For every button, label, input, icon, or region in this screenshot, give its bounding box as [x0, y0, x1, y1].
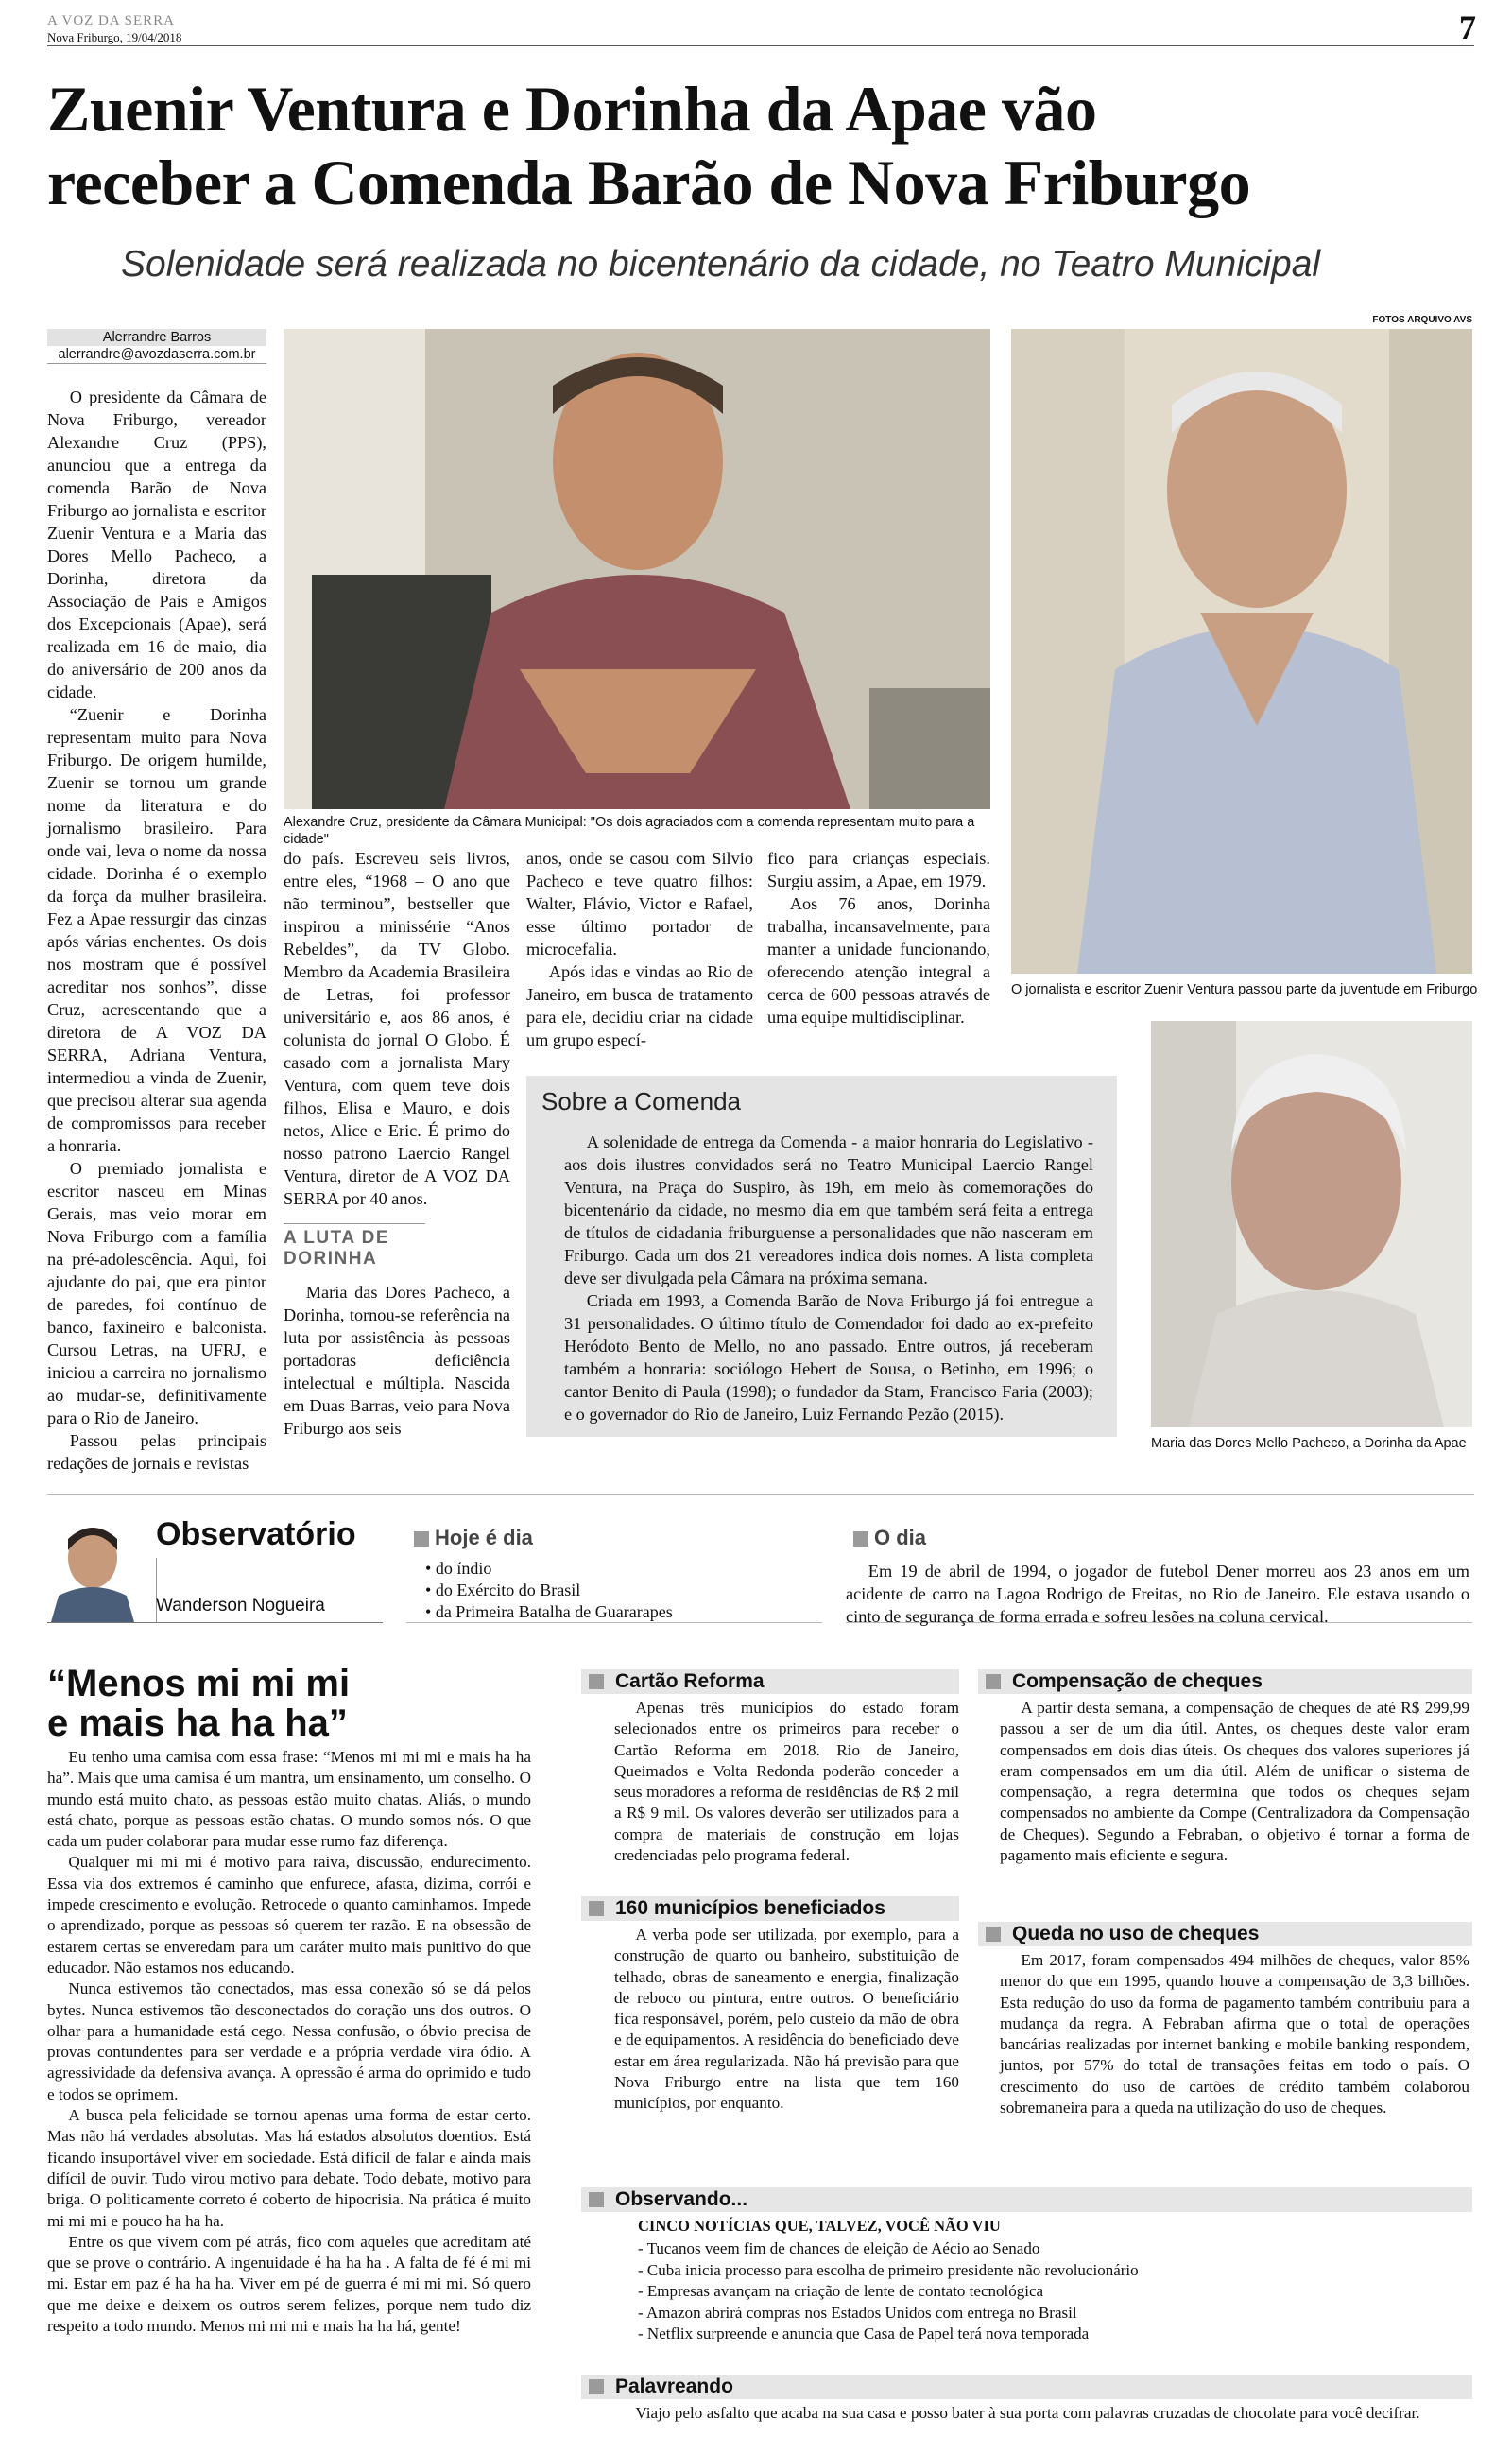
list-item: - Amazon abrirá compras nos Estados Unidos com entrega no Brasil: [638, 2303, 1077, 2322]
article-column-1: [47, 386, 266, 1475]
paragraph: anos, onde se casou com Silvio Pacheco e teve quatro filhos: Walter, Flávio, Victor e Rafael, esse último portador de microcefalia.: [526, 849, 753, 959]
list-item: - Netflix surpreende e anuncia que Casa de Papel terá nova temporada: [638, 2324, 1090, 2342]
box-sobre-a-comenda: [526, 1076, 1117, 1437]
list-item: - Empresas avançam na criação de lente de contato tecnológica: [638, 2282, 1044, 2300]
article-column-2: [284, 847, 510, 1440]
section-divider: [47, 1494, 1474, 1495]
page-number: 7: [1459, 9, 1476, 46]
date-line: Nova Friburgo, 19/04/2018: [47, 30, 182, 44]
caption-main-photo: Alexandre Cruz, presidente da Câmara Municipal: "Os dois agraciados com a comenda representam muito para a cidade": [284, 815, 975, 847]
list-item: • do Exército do Brasil: [425, 1581, 581, 1599]
hoje-e-dia-section: [406, 1524, 822, 1623]
opinion-body: [47, 1747, 531, 2337]
hoje-list: [425, 1558, 673, 1623]
byline-name: Alerrandre Barros: [47, 329, 266, 346]
observando-subtitle: CINCO NOTÍCIAS QUE, TALVEZ, VOCÊ NÃO VIU: [638, 2217, 1001, 2235]
compensacao-header: [978, 1669, 1472, 1694]
section-title: Observando...: [615, 2188, 748, 2210]
cartao-reforma-text: Apenas três municípios do estado foram selecionados entre os primeiros para receber o Cartão Reforma em 2018. Rio de Janeiro, Queimados e Volta Redonda poderão conceder a seus moradores a reforma de residências de R$ 2 mil a R$ 9 mil. Os valores deverão ser utilizados para a compra de materiais de construção em lojas credenciadas pelo programa federal.: [614, 1699, 959, 1865]
subhead-luta-de-dorinha: A LUTA DE DORINHA: [284, 1223, 425, 1270]
paragraph: Entre os que vivem com pé atrás, fico com aqueles que acreditam até que se prove o contrário. A ingenuidade é ha ha ha . A falta de fé é mi mi mi. Estar em paz é ha ha ha. Viver em pé de guerra é mi mi mi. Só quero que me deixe e deixem os outros serem felizes, porque nem tudo diz respeito a todo mundo. Menos mi mi mi e mais ha ha há, gente!: [47, 2232, 531, 2336]
observando-list: [638, 2238, 1139, 2345]
list-item: - Tucanos veem fim de chances de eleição de Aécio ao Senado: [638, 2239, 1040, 2257]
column-title-observatorio: Observatório: [156, 1516, 356, 1552]
paragraph: Criada em 1993, a Comenda Barão de Nova Friburgo já foi entregue a 31 personalidades. O último título de Comendador foi dado ao ex-prefeito Heródoto Bento de Mello, no ano passado. Entre outros, já receberam também a honraria: sociólogo Hebert de Sousa, o Betinho, em 1996; o cantor Benito di Paula (1998); o fundador da Stam, Francisco Faria (2003); e o governador do Rio de Janeiro, Luiz Fernando Pezão (2015).: [564, 1291, 1093, 1424]
opinion-title-line-1: “Menos mi mi mi: [47, 1663, 351, 1704]
section-title: Cartão Reforma: [615, 1670, 765, 1692]
section-title: Queda no uso de cheques: [1012, 1923, 1260, 1944]
palavreando-text: Viajo pelo asfalto que acaba na sua casa e posso bater à sua porta com palavras cruzadas de chocolate para você decifrar.: [635, 2404, 1420, 2422]
municipios-header: [581, 1896, 959, 1921]
section-marker-icon: [853, 1531, 868, 1547]
paragraph: Após idas e vindas ao Rio de Janeiro, em busca de tratamento para ele, decidiu criar na cidade um grupo especí-: [526, 962, 753, 1049]
author-name: Wanderson Nogueira: [156, 1596, 325, 1616]
paragraph: O presidente da Câmara de Nova Friburgo, vereador Alexandre Cruz (PPS), anunciou que a entrega da comenda Barão de Nova Friburgo ao jornalista e escritor Zuenir Ventura e a Maria das Dores Mello Pacheco, a Dorinha, diretora da Associação de Pais e Amigos dos Excepcionais (Apae), será realizada em 16 de maio, dia do aniversário de 200 anos da cidade.: [47, 388, 266, 701]
list-item: • do índio: [425, 1559, 492, 1578]
opinion-title-line-2: e mais ha ha ha”: [47, 1702, 348, 1744]
paragraph: Aos 76 anos, Dorinha trabalha, incansavelmente, para manter a unidade funcionando, oferecendo atenção integral a cerca de 600 pessoas através de uma equipe multidisciplinar.: [767, 894, 990, 1027]
article-column-4: [767, 847, 990, 1028]
author-underline: [47, 1622, 383, 1623]
compensacao-text: A partir desta semana, a compensação de cheques de até R$ 299,99 passou a ser de um dia útil. Antes, os cheques deste valor eram compensados em dois dias úteis. Os cheques dos valores superiores já eram compensados em um dia útil. Além de unificar o sistema de compensação, a regra determina que todos os cheques sejam compensados no ambiente da Compe (Centralizadora da Compensação de Cheques). Segundo a Febraban, o objetivo é tornar a forma de pagamento mais eficiente e segura.: [1000, 1699, 1469, 1865]
photo-dorinha: [1151, 1021, 1472, 1427]
section-marker-icon: [414, 1531, 429, 1547]
subheadline: Solenidade será realizada no bicentenário da cidade, no Teatro Municipal: [121, 244, 1321, 285]
opinion-title: [47, 1664, 350, 1743]
municipios-text: A verba pode ser utilizada, por exemplo, para a construção de quarto ou banheiro, substituição de telhado, obras de saneamento e energia, finalização de reboco ou pintura, entre outros. O beneficiário fica responsável, porém, pelo custeio da mão de obra e de equipamentos. A residência do beneficiado deve estar em área regularizada. Não há previsão para que Nova Friburgo entre na lista que tem 160 municípios, por enquanto.: [614, 1926, 959, 2113]
list-item: • da Primeira Batalha de Guararapes: [425, 1602, 673, 1621]
paragraph: A busca pela felicidade se tornou apenas uma forma de estar certo. Mas não há verdades absolutas. Mas há estados absolutos doentios. Está ficando insuportável viver em sociedade. Está difícil de falar e ainda mais difícil de ouvir. Tudo virou motivo para debate. Todo debate, motivo para briga. O politicamente correto é coberto de hipocrisia. Na prática é muito mi mi mi e pouco ha ha ha.: [47, 2106, 531, 2230]
hoje-title: Hoje é dia: [435, 1526, 533, 1549]
caption-dorinha-photo: Maria das Dores Mello Pacheco, a Dorinha da Apae: [1151, 1436, 1467, 1451]
paragraph: Maria das Dores Pacheco, a Dorinha, tornou-se referência na luta por assistência às pessoas portadoras deficiência intelectual e múltipla. Nascida em Duas Barras, veio para Nova Friburgo aos seis: [284, 1283, 510, 1438]
paragraph: A solenidade de entrega da Comenda - a maior honraria do Legislativo - aos dois ilustres convidados será no Teatro Municipal Laercio Rangel Ventura, na Praça do Suspiro, às 19h, em meio às comemorações do bicentenário da cidade, no mesmo dia em que também será feita a entrega de títulos de cidadania friburguense a personalidades que não nasceram em Friburgo. Cada um dos 21 vereadores indica dois nomes. A lista completa deve ser divulgada pela Câmara na próxima semana.: [564, 1132, 1093, 1287]
palavreando-header: [581, 2375, 1472, 2399]
headline-line-1: Zuenir Ventura e Dorinha da Apae vão: [47, 73, 1097, 145]
paragraph: fico para crianças especiais. Surgiu assim, a Apae, em 1979.: [767, 849, 990, 890]
photo-zuenir-ventura: [1011, 329, 1472, 974]
section-title: Palavreando: [615, 2376, 733, 2397]
cartao-reforma-header: [581, 1669, 959, 1694]
box-title: Sobre a Comenda: [541, 1087, 742, 1115]
byline: [47, 329, 266, 364]
o-dia-section: [846, 1524, 1472, 1626]
photo-alexandre-cruz: [284, 329, 990, 809]
article-column-3: [526, 847, 753, 1051]
paragraph: Passou pelas principais redações de jornais e revistas: [47, 1431, 266, 1473]
odia-title: O dia: [874, 1526, 927, 1549]
list-item: - Cuba inicia processo para escolha de primeiro presidente não revolucionário: [638, 2260, 1139, 2279]
paragraph: “Zuenir e Dorinha representam muito para Nova Friburgo. De origem humilde, Zuenir se tornou um grande nome da literatura e do jornalismo brasileiro. Para onde vai, leva o nome da nossa cidade. Dorinha é o exemplo da força da mulher brasileira. Fez a Apae ressurgir das cinzas após várias enchentes. Os dois nos mostram que é possível acreditar nos sonhos”, disse Cruz, acrescentando que a diretora de A VOZ DA SERRA, Adriana Ventura, intermediou a vinda de Zuenir, que precisou alterar sua agenda de compromissos para receber a honraria.: [47, 705, 266, 1155]
paragraph: O premiado jornalista e escritor nasceu em Minas Gerais, mas veio morar em Nova Friburgo com a família na pré-adolescência. Aqui, foi ajudante do pai, que era pintor de paredes, foi contínuo de banco, faxineiro e balconista. Cursou Letras, na UFRJ, e iniciou a carreira no jornalismo ao mudar-se, definitivamente para o Rio de Janeiro.: [47, 1159, 266, 1427]
paragraph: Qualquer mi mi mi é motivo para raiva, discussão, endurecimento. Essa via dos extremos é caminho que enfurece, afasta, dizima, corrói e impede crescimento e evolução. Retrocede o quanto caminhamos. Impede o aprendizado, porque as pessoas só querem ter razão. E na obsessão de estarem certas se enveredam para um caráter muito mais punitivo do que educador. Não estamos nos educando.: [47, 1853, 531, 1977]
headline: [47, 72, 1250, 219]
queda-text: Em 2017, foram compensados 494 milhões de cheques, valor 85% menor do que em 1995, quando houve a compensação de 3,3 bilhões. Esta redução do uso da forma de pagamento também contribuiu para a mudança da regra. A Febraban afirma que o total de operações bancárias realizadas por internet banking e mobile banking respondem, juntos, por 57% do total de transações feitas em todo o país. O crescimento do uso de cartões de crédito também colaborou sobremaneira para a queda na utilização do uso de cheques.: [1000, 1951, 1469, 2117]
queda-header: [978, 1922, 1472, 1946]
box-body: [564, 1131, 1093, 1426]
paragraph: Nunca estivemos tão conectados, mas essa conexão só se dá pelos bytes. Nunca estivemos tão desconectados do coração uns dos outros. O olhar para a humanidade está cego. Nessa confusão, o óbvio precisa de provas contundentes para ser verdade e a própria verdade vira ódio. A agressividade da defensiva avança. A opressão é arma do oprimido e tudo e todos se oprimem.: [47, 1979, 531, 2103]
section-title: Compensação de cheques: [1012, 1670, 1263, 1692]
paragraph: do país. Escreveu seis livros, entre eles, “1968 – O ano que não terminou”, bestseller que inspirou a minissérie “Anos Rebeldes”, da TV Globo. Membro da Academia Brasileira de Letras, foi professor universitário e, aos 86 anos, é colunista do jornal O Globo. É casado com a jornalista Mary Ventura, com quem teve dois filhos, Elisa e Mauro, e dois netos, Alice e Eric. É primo do nosso patrono Laercio Rangel Ventura, diretor de A VOZ DA SERRA por 40 anos.: [284, 849, 510, 1208]
odia-text: Em 19 de abril de 1994, o jogador de futebol Dener morreu aos 23 anos em um acidente de carro na Lagoa Rodrigo de Freitas, no Rio de Janeiro. Ele estava usando o cinto de segurança de forma errada e sofreu lesões na coluna cervical.: [846, 1562, 1469, 1626]
byline-email: alerrandre@avozdaserra.com.br: [47, 346, 266, 364]
caption-zuenir-photo: O jornalista e escritor Zuenir Ventura passou parte da juventude em Friburgo: [1011, 982, 1478, 997]
observando-header: [581, 2187, 1472, 2212]
headline-line-2: receber a Comenda Barão de Nova Friburgo: [47, 147, 1251, 218]
section-title: 160 municípios beneficiados: [615, 1897, 885, 1919]
photo-credit: FOTOS ARQUIVO AVS: [1372, 315, 1472, 325]
paper-name: A VOZ DA SERRA: [47, 13, 175, 28]
masthead-rule: [47, 45, 1474, 46]
paragraph: Eu tenho uma camisa com essa frase: “Menos mi mi mi e mais ha ha ha”. Mais que uma camisa é um mantra, um ensinamento, um conselho. O mundo está muito chato, as pessoas estão muito chatas. Aliás, o mundo está chato, porque as pessoas estão chatas. O mundo somos nós. O que cada um puder colaborar para mudar esse rumo faz diferença.: [47, 1748, 531, 1851]
author-photo: [47, 1512, 134, 1622]
